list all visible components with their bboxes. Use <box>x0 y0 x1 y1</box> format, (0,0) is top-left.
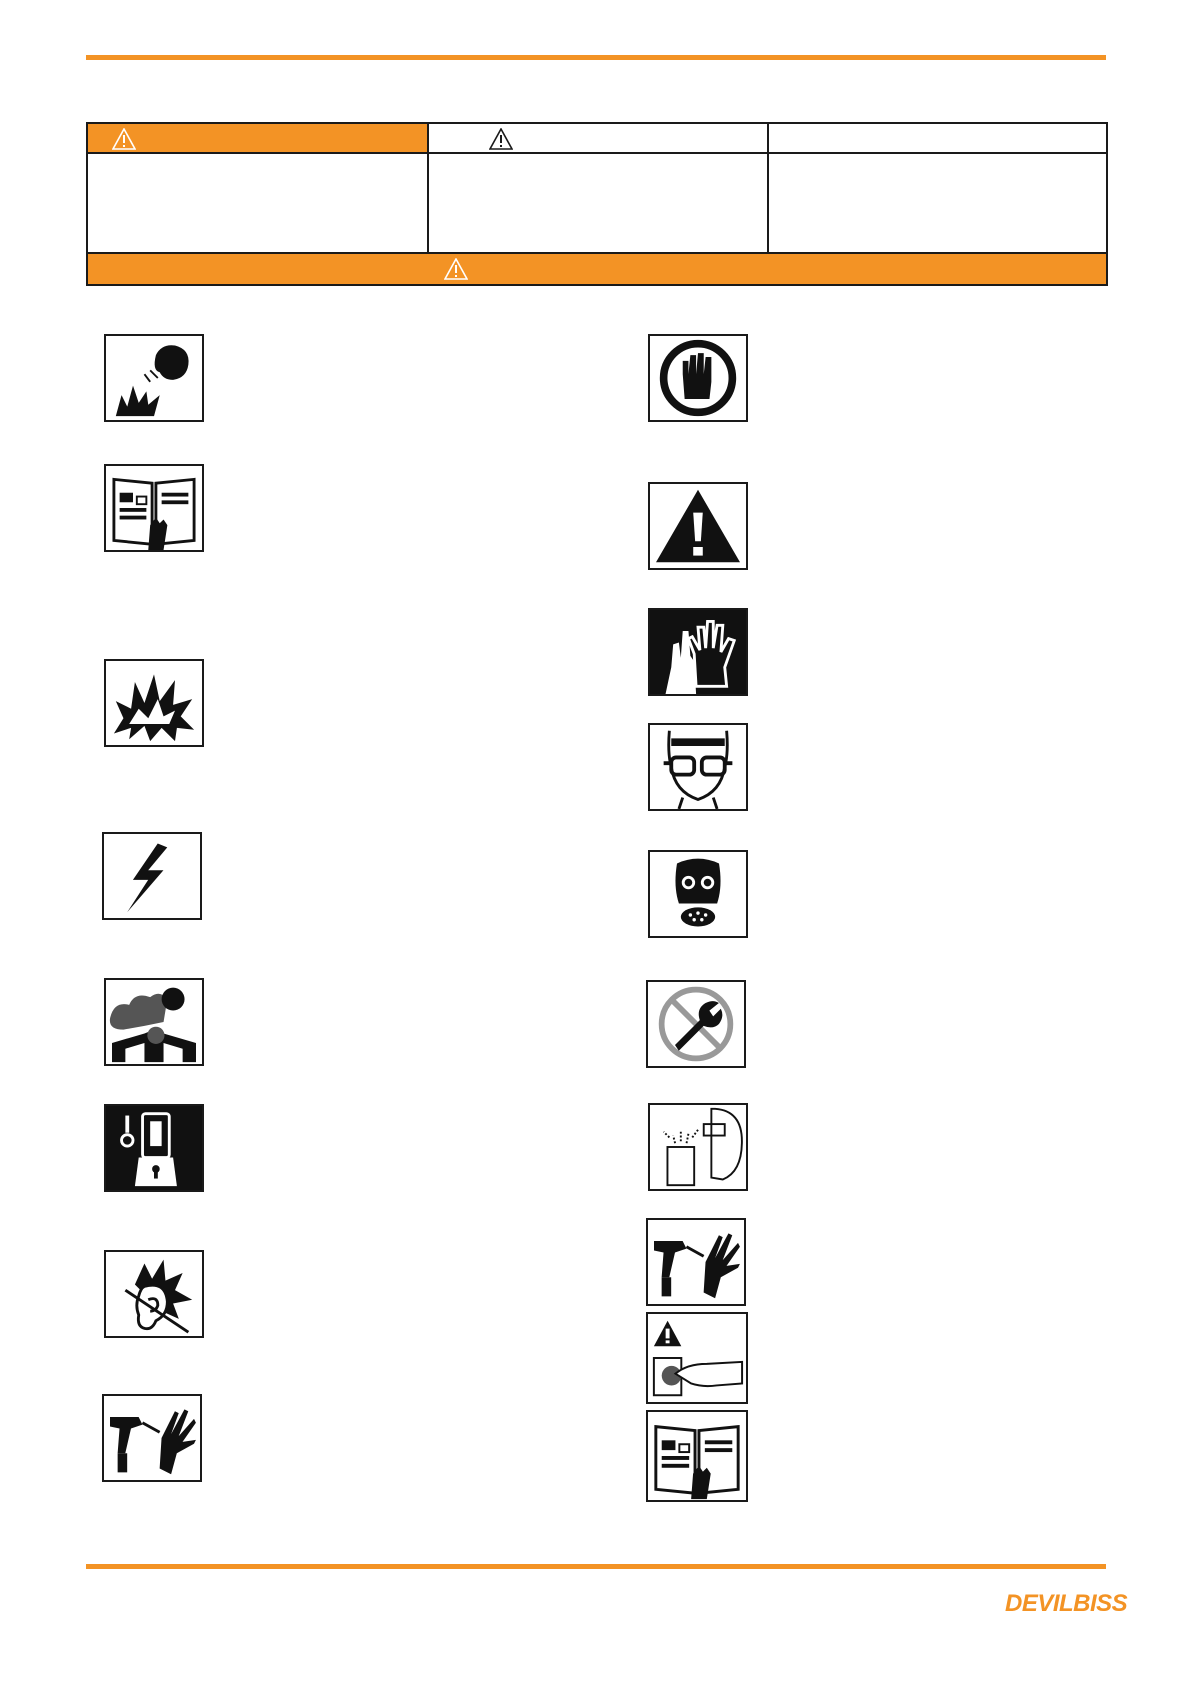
warning-body-cell <box>88 154 427 252</box>
wear-gloves-icon <box>648 608 748 696</box>
warning-triangle-icon <box>489 128 513 150</box>
lockout-icon <box>104 1104 204 1192</box>
warning-header-cell <box>88 124 427 154</box>
bottom-rule <box>86 1564 1106 1569</box>
warning-bar <box>88 252 1106 284</box>
electric-shock-icon <box>102 832 202 920</box>
caution-body-cell <box>427 154 769 252</box>
general-warning-icon <box>648 482 748 570</box>
noise-hazard-icon <box>104 1250 204 1338</box>
wear-respirator-icon <box>648 850 748 938</box>
read-manual-icon <box>104 464 204 552</box>
toxic-fumes-icon <box>104 978 204 1066</box>
warning-triangle-icon <box>112 128 136 150</box>
warning-levels-table <box>86 122 1108 286</box>
caution-header-cell <box>427 124 767 154</box>
injection-hazard-icon <box>646 1218 746 1306</box>
read-manual-icon <box>646 1410 748 1502</box>
explosion-head-icon <box>104 334 204 422</box>
wear-goggles-icon <box>648 723 748 811</box>
stop-hand-icon <box>648 334 748 422</box>
injection-hazard-icon <box>102 1394 202 1482</box>
warning-triangle-icon <box>444 258 468 280</box>
explosion-icon <box>104 659 204 747</box>
emergency-stop-icon <box>646 1312 748 1404</box>
note-header-cell <box>767 124 1106 154</box>
brand-logo: DEVILBISS <box>1005 1590 1128 1617</box>
spray-face-shield-icon <box>648 1103 748 1191</box>
note-body-cell <box>767 154 1108 252</box>
top-rule <box>86 55 1106 60</box>
no-modification-icon <box>646 980 746 1068</box>
